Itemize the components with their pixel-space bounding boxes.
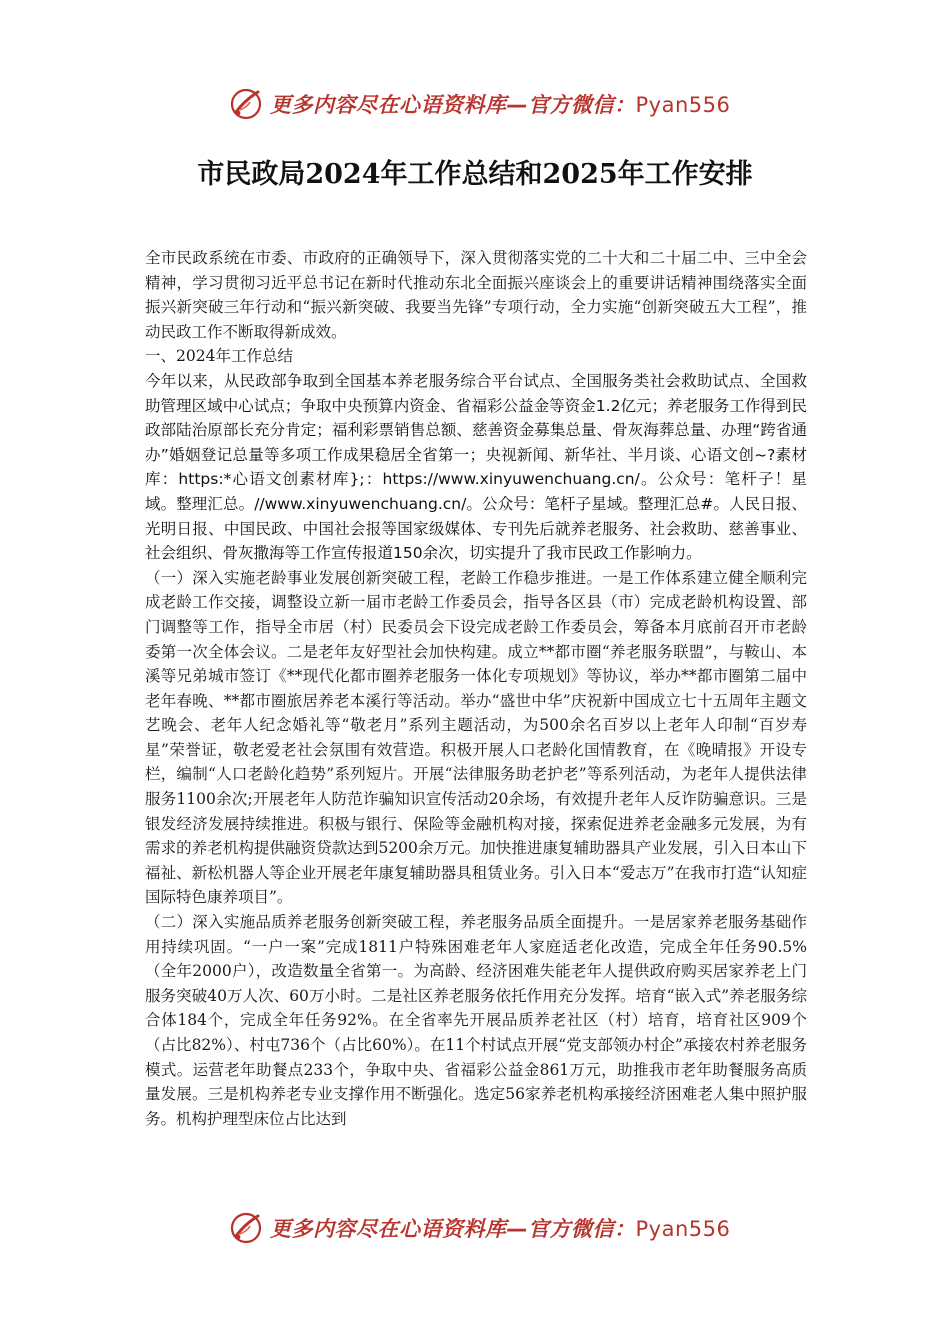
brush-logo-icon — [228, 86, 264, 122]
intro-paragraph: 全市民政系统在市委、市政府的正确领导下，深入贯彻落实党的二十大和二十届二中、三中全会精神，学习贯彻习近平总书记在新时代推动东北全面振兴座谈会上的重要讲话精神围绕落实全面振兴新突破三年行动和“振兴新突破、我要当先锋”专项行动，全力实施“创新突破五大工程”，推动民政工作不断取得新成效。 — [145, 249, 807, 341]
banner-text: 更多内容尽在心语资料库—官方微信：Pyan556 — [270, 1217, 731, 1241]
brush-logo-icon — [228, 1210, 264, 1246]
banner-text: 更多内容尽在心语资料库—官方微信：Pyan556 — [270, 93, 731, 117]
section-two-paragraph: （二）深入实施品质养老服务创新突破工程，养老服务品质全面提升。一是居家养老服务基础作用持续巩固。“一户一案”完成1811户特殊困难老年人家庭适老化改造，完成全年任务90.5%（全年2000户），改造数量全省第一。为高龄、经济困难失能老年人提供政府购买居家养老上门服务突破40万人次、60万小时。二是社区养老服务依托作用充分发挥。培育“嵌入式”养老服务综合体184个，完成全年任务92%。在全省率先开展品质养老社区（村）培育，培育社区909个（占比82%）、村屯736个（占比60%）。在11个村试点开展“党支部领办村企”承接农村养老服务模式。运营老年助餐点233个，争取中央、省福彩公益金861万元，助推我市老年助餐服务高质量发展。三是机构养老专业支撑作用不断强化。选定56家养老机构承接经济困难老人集中照护服务。机构护理型床位占比达到 — [145, 913, 807, 1128]
document-body — [145, 246, 807, 1131]
section-one-paragraph: （一）深入实施老龄事业发展创新突破工程，老龄工作稳步推进。一是工作体系建立健全顺利完成老龄工作交接，调整设立新一届市老龄工作委员会，指导各区县（市）完成老龄机构设置、部门调整等工作，指导全市居（村）民委员会下设完成老龄工作委员会，筹备本月底前召开市老龄委第一次全体会议。二是老年友好型社会加快构建。成立**都市圈“养老服务联盟”，与鞍山、本溪等兄弟城市签订《**现代化都市圈养老服务一体化专项规划》等协议，举办**都市圈第二届中老年春晚、**都市圈旅居养老本溪行等活动。举办“盛世中华”庆祝新中国成立七十五周年主题文艺晚会、老年人纪念婚礼等“敬老月”系列主题活动，为500余名百岁以上老年人印制“百岁寿星”荣誉证，敬老爱老社会氛围有效营造。积极开展人口老龄化国情教育，在《晚晴报》开设专栏，编制“人口老龄化趋势”系列短片。开展“法律服务助老护老”等系列活动，为老年人提供法律服务1100余次;开展老年人防范诈骗知识宣传活动20余场，有效提升老年人反诈防骗意识。三是银发经济发展持续推进。积极与银行、保险等金融机构对接，探索促进养老金融多元发展，为有需求的养老机构提供融资贷款达到5200余万元。加快推进康复辅助器具产业发展，引入日本山下福祉、新松机器人等企业开展老年康复辅助器具租赁业务。引入日本“爱志万”在我市打造“认知症国际特色康养项目”。 — [145, 568, 807, 907]
summary-paragraph: 今年以来，从民政部争取到全国基本养老服务综合平台试点、全国服务类社会救助试点、全国救助管理区域中心试点；争取中央预算内资金、省福彩公益金等资金1.2亿元；养老服务工作得到民政部陆治原部长充分肯定；福利彩票销售总额、慈善资金募集总量、骨灰海葬总量、办理“跨省通办”婚姻登记总量等多项工作成果稳居全省第一；央视新闻、新华社、半月谈、心语文创~?素材库：https:*心语文创素材库};：https://www.xinyuwenchuang.cn/。公众号：笔杆子！星域。整理汇总。//www.xinyuwenchuang.cn/。公众号：笔杆子星域。整理汇总#。人民日报、光明日报、中国民政、中国社会报等国家级媒体、专刊先后就养老服务、社会救助、慈善事业、社会组织、骨灰撒海等工作宣传报道150余次，切实提升了我市民政工作影响力。 — [145, 371, 807, 563]
header-banner — [228, 84, 748, 124]
section-heading: 一、2024年工作总结 — [145, 347, 293, 366]
document-title: 市民政局2024年工作总结和2025年工作安排 — [197, 159, 753, 190]
footer-banner — [228, 1208, 748, 1248]
